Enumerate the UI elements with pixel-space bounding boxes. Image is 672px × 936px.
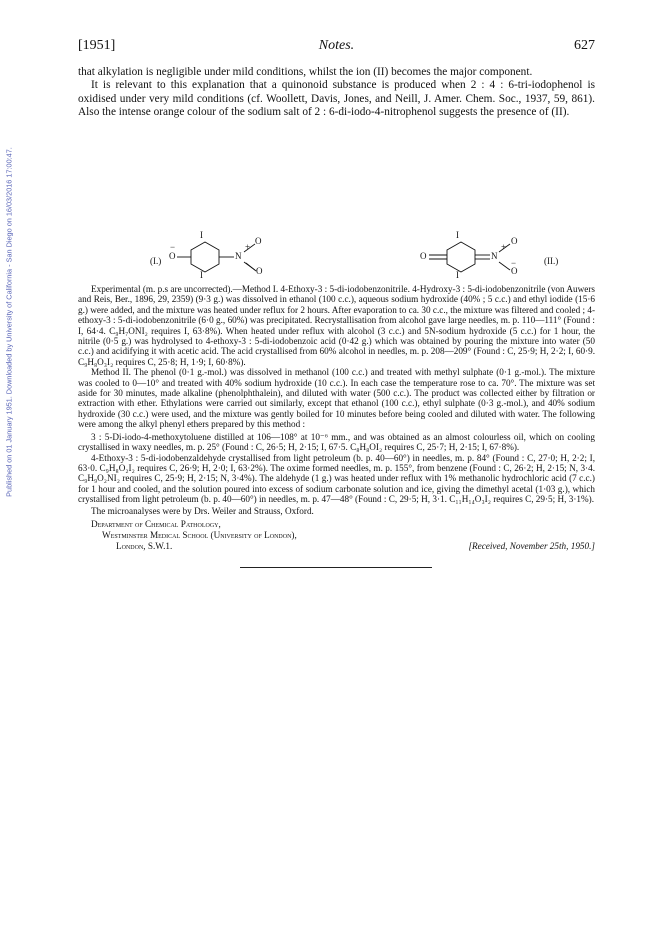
- page-number: 627: [574, 38, 595, 53]
- end-rule: [240, 567, 432, 568]
- ring-2: [447, 242, 475, 272]
- atom-oxygen-bottom-1: O: [256, 266, 263, 276]
- structure-diagram: [78, 230, 595, 280]
- atom-nitrogen-2: N: [491, 251, 498, 261]
- acknowledgement: The microanalyses were by Drs. Weiler and Strauss, Oxford.: [91, 506, 314, 516]
- label-II: (II.): [544, 256, 559, 266]
- atom-iodine-bottom-1: I: [200, 270, 203, 280]
- experimental-paragraph-1: Experimental (m. p.s are uncorrected).—Method I. 4-Ethoxy-3 : 5-di-iodobenzonitrile. 4-Hydroxy-3 : 5-di-iodobenzonitrile (von Auwers and Reis, Ber., 1896, 29, 2359) (9·3 g.) was dissolved in ethanol (100 c.c.), aqueous sodium hydroxide (40% ; 5 c.c.) and ethyl iodide (15·6 g.) were added, and the mixture was heated under reflux for 2 hours. After evaporation to ca. 30 c.c., the mixture was filtered and cooled ; 4-ethoxy-3 : 5-di-iodobenzonitrile (6·0 g., 60%) was precipitated. Recrystallisation from alcohol gave large needles, m. p. 110—111° (Found : I, 64·4. C₉H₇ONI₂ requires I, 63·8%). When heated under reflux with alcohol (3 c.c.) and 5N-sodium hydroxide (5 c.c.) for 1 hour, the nitrile (0·5 g.) was hydrolysed to 4-ethoxy-3 : 5-di-iodobenzoic acid (0·42 g.) which was obtained by pouring the mixture into water (50 c.c.) and acidifying it with acetic acid. The acid crystallised from 60% alcohol in needles, m. p. 208—209° (Found : C, 25·9; H, 2·2; I, 60·9. C₉H₈O₃I₂ requires C, 25·8; H, 1·9; I, 60·8%).: [78, 284, 595, 367]
- atom-iodine-top-1: I: [200, 230, 203, 240]
- bond-n-o-bottom-2: [499, 262, 510, 270]
- atom-iodine-bottom-2: I: [456, 270, 459, 280]
- address-line-1: Department of Chemical Pathology,: [91, 519, 221, 530]
- atom-nitrogen-1: N: [235, 251, 242, 261]
- experimental-section: [78, 284, 595, 505]
- author-address: [78, 519, 595, 551]
- received-date: [Received, November 25th, 1950.]: [468, 540, 595, 551]
- footer-section: [78, 506, 595, 552]
- charge-plus-1: +: [245, 242, 251, 252]
- atom-oxygen-bottom-2: O: [511, 266, 518, 276]
- intro-paragraph-2: It is relevant to this explanation that a quinonoid substance is produced when 2 : 4 : 6-tri-iodophenol is oxidised under very mild conditions (cf. Woollett, Davis, Jones, and Neill, J. Amer. Chem. Soc., 1937, 59, 861). Also the intense orange colour of the sodium salt of 2 : 6-di-iodo-4-nitrophenol suggests the presence of (II).: [78, 79, 595, 119]
- atom-iodine-top-2: I: [456, 230, 459, 240]
- ring-1: [191, 242, 219, 272]
- address-line-3: London, S.W.1.: [116, 540, 173, 551]
- address-line-2: Westminster Medical School (University of London),: [102, 530, 297, 540]
- atom-oxygen-1: O: [169, 251, 176, 261]
- double-bond-1: [246, 263, 256, 271]
- charge-minus-2: −: [511, 258, 517, 268]
- experimental-paragraph-3: 3 : 5-Di-iodo-4-methoxytoluene distilled at 106—108° at 10⁻⁶ mm., and was obtained as an almost colourless oil, which on cooling crystallised in waxy needles, m. p. 25° (Found : C, 26·5; H, 2·15; I, 67·5. C₈H₈OI₂ requires C, 25·7; H, 2·15; I, 67·8%).: [78, 431, 595, 453]
- intro-section: [78, 66, 595, 120]
- experimental-paragraph-4: 4-Ethoxy-3 : 5-di-iodobenzaldehyde crystallised from light petroleum (b. p. 40—60°) in needles, m. p. 84° (Found : C, 27·0; H, 2·2; I, 63·0. C₉H₈O₂I₂ requires C, 26·9; H, 2·0; I, 63·2%). The oxime formed needles, m. p. 155°, from benzene (Found : C, 26·2; H, 2·15; N, 3·4. C₉H₉O₂NI₂ requires C, 25·9; H, 2·15; N, 3·4%). The aldehyde (1 g.) was heated under reflux with 1% methanolic hydrochloric acid (7 c.c.) for 1 hour and cooled, and the solution poured into excess of sodium carbonate solution and ice, giving the dimethyl acetal (1·03 g.), which crystallised from light petroleum (b. p. 40—60°) in needles, m. p. 47—48° (Found : C, 29·5; H, 3·1. C₁₁H₁₄O₃I₂ requires C, 29·5; H, 3·1%).: [78, 452, 595, 505]
- charge-plus-2: +: [501, 242, 507, 252]
- header-year: [1951]: [78, 38, 116, 53]
- header-section: Notes.: [318, 38, 355, 53]
- charge-minus-1: −: [170, 242, 176, 252]
- provenance-text: Published on 01 January 1951. Downloaded by University of California - San Diego on 16/03/2016 17:00:47.: [4, 147, 14, 497]
- address-row-3: [78, 541, 595, 552]
- atom-oxygen-top-2: O: [511, 236, 518, 246]
- atom-oxygen-top-1: O: [255, 236, 262, 246]
- experimental-paragraph-2: Method II. The phenol (0·1 g.-mol.) was dissolved in methanol (100 c.c.) and treated with methyl sulphate (0·1 g.-mol.). The mixture was cooled to 0—10° and treated with 40% sodium hydroxide (10 c.c.). In each case the temperature rose to ca. 70°. The mixture was set aside for 30 minutes, made alkaline (phenolphthalein), and diluted with water (500 c.c.). The product was collected either by filtration or extraction with ether. Ethylations were carried out similarly, except that ethanol (100 c.c.), ethyl sulphate (0·3 g.-mol.), and 40% sodium hydroxide (30 c.c.) were used, and the mixture was gently boiled for 10 minutes before being cooled and diluted with water. The following were among the alkyl phenyl ethers prepared by this method :: [78, 367, 595, 430]
- label-I: (I.): [150, 256, 162, 266]
- intro-paragraph-1: that alkylation is negligible under mild conditions, whilst the ion (II) becomes the major component.: [78, 66, 533, 78]
- running-header: [78, 38, 595, 58]
- atom-oxygen-2: O: [420, 251, 427, 261]
- provenance-sidebar: [2, 60, 16, 585]
